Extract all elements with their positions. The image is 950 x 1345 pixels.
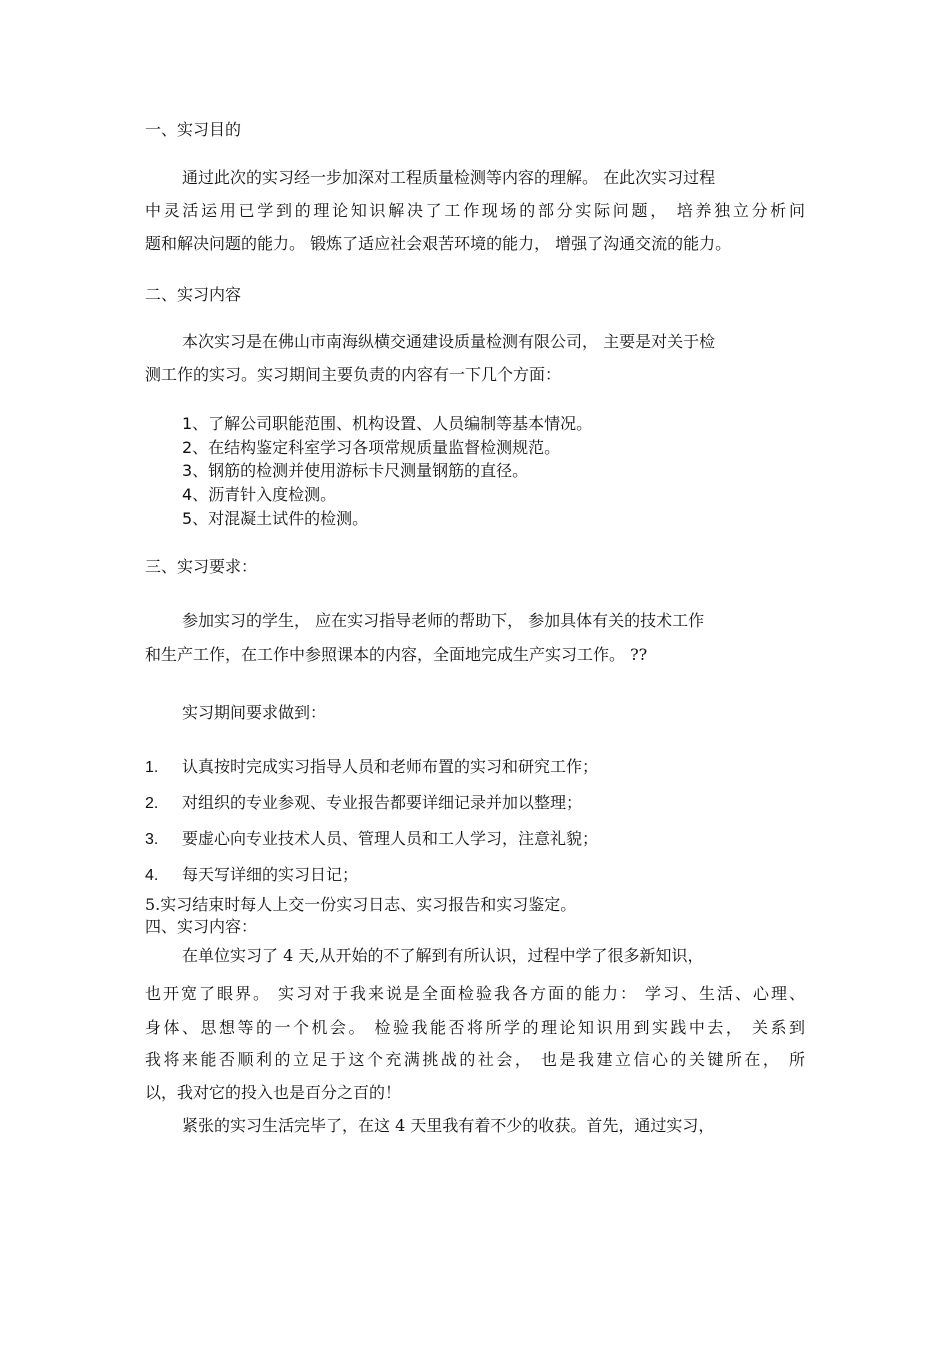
- requirement-item: [145, 829, 805, 850]
- requirement-number: 2.: [145, 795, 159, 812]
- requirement-text: 每天写详细的实习日记；: [182, 865, 359, 884]
- paragraph-line: 参加实习的学生， 应在实习指导老师的帮助下， 参加具体有关的技术工作: [182, 611, 705, 630]
- requirement-text: 对组织的专业参观、专业报告都要详细记录并加以整理；: [182, 793, 583, 812]
- paragraph-line: 身体、思想等的一个机会。 检验我能否将所学的理论知识用到实践中去， 关系到: [145, 1018, 805, 1037]
- list-item: 4、沥青针入度检测。: [182, 485, 337, 504]
- section-heading-experience: 四、实习内容：: [145, 917, 258, 936]
- paragraph-line: 和生产工作，在工作中参照课本的内容，全面地完成生产实习工作。 ??: [145, 645, 648, 664]
- requirement-item: [145, 793, 805, 814]
- requirement-number: 4.: [145, 867, 159, 884]
- requirement-text: 认真按时完成实习指导人员和老师布置的实习和研究工作；: [182, 757, 599, 776]
- paragraph-line: 以，我对它的投入也是百分之百的！: [145, 1083, 402, 1102]
- paragraph-line: 也开宽了眼界。 实习对于我来说是全面检验我各方面的能力： 学习、生活、心理、: [145, 984, 805, 1003]
- requirement-item: [145, 865, 805, 886]
- list-item: 3、钢筋的检测并使用游标卡尺测量钢筋的直径。: [182, 461, 529, 480]
- paragraph-line: 测工作的实习。实习期间主要负责的内容有一下几个方面：: [145, 365, 562, 384]
- paragraph-line: 题和解决问题的能力。 锻炼了适应社会艰苦环境的能力， 增强了沟通交流的能力。: [145, 234, 732, 253]
- requirement-item: 5.实习结束时每人上交一份实习日志、实习报告和实习鉴定。: [145, 895, 577, 914]
- requirement-text: 要虚心向专业技术人员、管理人员和工人学习，注意礼貌；: [182, 829, 599, 848]
- paragraph-line: 在单位实习了 4 天,从开始的不了解到有所认识，过程中学了很多新知识，: [182, 946, 704, 965]
- paragraph-line: 本次实习是在佛山市南海纵横交通建设质量检测有限公司， 主要是对关于检: [182, 332, 716, 351]
- paragraph-line: 通过此次的实习经一步加深对工程质量检测等内容的理解。 在此次实习过程: [182, 168, 716, 187]
- requirement-number: 3.: [145, 831, 159, 848]
- paragraph-line: 紧张的实习生活完毕了，在这 4 天里我有着不少的收获。首先，通过实习，: [182, 1116, 715, 1135]
- list-item: 5、对混凝土试件的检测。: [182, 509, 369, 528]
- section-heading-content: 二、实习内容: [145, 285, 242, 304]
- list-item: 2、在结构鉴定科室学习各项常规质量监督检测规范。: [182, 438, 561, 457]
- requirement-number: 1.: [145, 759, 159, 776]
- requirement-item: [145, 757, 805, 778]
- section-heading-objective: 一、实习目的: [145, 120, 242, 139]
- paragraph-line: 我将来能否顺利的立足于这个充满挑战的社会， 也是我建立信心的关键所在， 所: [145, 1050, 805, 1069]
- list-item: 1、了解公司职能范围、机构设置、人员编制等基本情况。: [182, 414, 593, 433]
- section-heading-requirements: 三、实习要求：: [145, 557, 258, 576]
- paragraph-line: 中灵活运用已学到的理论知识解决了工作现场的部分实际问题， 培养独立分析问: [145, 201, 805, 220]
- requirements-intro: 实习期间要求做到：: [182, 703, 327, 722]
